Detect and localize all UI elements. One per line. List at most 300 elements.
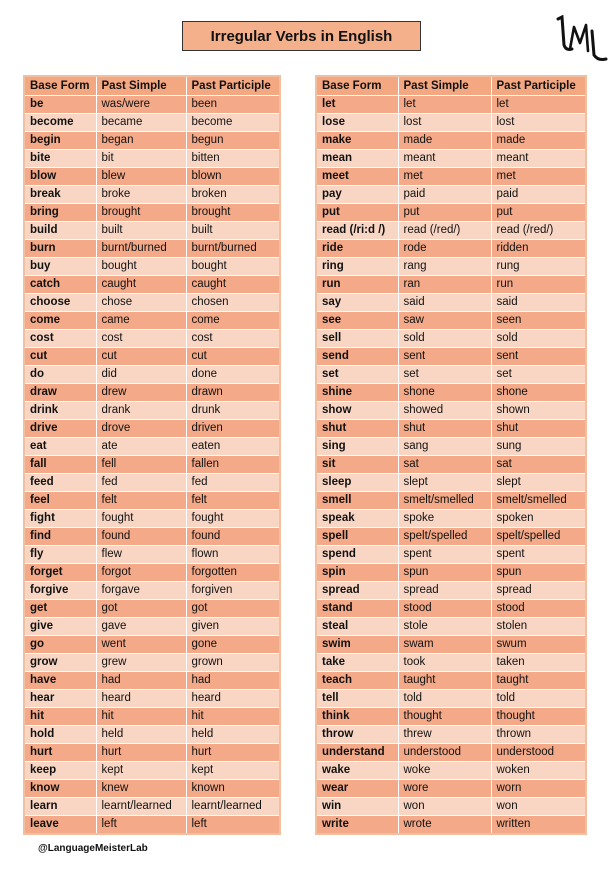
past-participle-cell: held [186, 726, 280, 744]
verbs-table-left [23, 75, 281, 835]
table-row [316, 132, 586, 150]
table-row [24, 384, 280, 402]
past-simple-cell: saw [398, 312, 491, 330]
past-simple-cell: lost [398, 114, 491, 132]
past-simple-cell: learnt/learned [96, 798, 186, 816]
past-simple-cell: kept [96, 762, 186, 780]
table-row [316, 330, 586, 348]
table-row [316, 708, 586, 726]
table-row [24, 654, 280, 672]
past-participle-cell: smelt/smelled [491, 492, 586, 510]
past-participle-cell: gone [186, 636, 280, 654]
base-form-cell: go [24, 636, 96, 654]
base-form-cell: burn [24, 240, 96, 258]
past-simple-cell: cost [96, 330, 186, 348]
base-form-cell: send [316, 348, 398, 366]
past-simple-cell: paid [398, 186, 491, 204]
table-row [316, 168, 586, 186]
past-simple-cell: spent [398, 546, 491, 564]
header-base-form: Base Form [24, 76, 96, 96]
table-row [24, 798, 280, 816]
past-participle-cell: caught [186, 276, 280, 294]
past-simple-cell: showed [398, 402, 491, 420]
past-simple-cell: wrote [398, 816, 491, 835]
table-row [24, 240, 280, 258]
table-row [316, 312, 586, 330]
past-participle-cell: spun [491, 564, 586, 582]
past-participle-cell: spread [491, 582, 586, 600]
past-participle-cell: set [491, 366, 586, 384]
past-participle-cell: hit [186, 708, 280, 726]
base-form-cell: do [24, 366, 96, 384]
table-row [24, 780, 280, 798]
base-form-cell: spread [316, 582, 398, 600]
past-simple-cell: caught [96, 276, 186, 294]
past-simple-cell: smelt/smelled [398, 492, 491, 510]
header-past-participle: Past Participle [491, 76, 586, 96]
past-simple-cell: put [398, 204, 491, 222]
table-row [316, 798, 586, 816]
table-row [24, 96, 280, 114]
past-participle-cell: spoken [491, 510, 586, 528]
base-form-cell: bite [24, 150, 96, 168]
past-simple-cell: made [398, 132, 491, 150]
past-participle-cell: drunk [186, 402, 280, 420]
header-base-form: Base Form [316, 76, 398, 96]
past-participle-cell: blown [186, 168, 280, 186]
past-participle-cell: told [491, 690, 586, 708]
base-form-cell: become [24, 114, 96, 132]
base-form-cell: mean [316, 150, 398, 168]
table-row [24, 492, 280, 510]
past-participle-cell: shone [491, 384, 586, 402]
past-participle-cell: made [491, 132, 586, 150]
base-form-cell: begin [24, 132, 96, 150]
table-row [24, 726, 280, 744]
past-participle-cell: lost [491, 114, 586, 132]
past-participle-cell: shut [491, 420, 586, 438]
past-simple-cell: did [96, 366, 186, 384]
past-simple-cell: drank [96, 402, 186, 420]
table-header-row [316, 76, 586, 96]
base-form-cell: say [316, 294, 398, 312]
table-row [24, 330, 280, 348]
table-row [24, 222, 280, 240]
base-form-cell: fall [24, 456, 96, 474]
past-participle-cell: driven [186, 420, 280, 438]
base-form-cell: get [24, 600, 96, 618]
base-form-cell: read (/ri:d /) [316, 222, 398, 240]
past-simple-cell: built [96, 222, 186, 240]
table-row [316, 564, 586, 582]
table-row [316, 204, 586, 222]
table-row [24, 402, 280, 420]
past-simple-cell: found [96, 528, 186, 546]
table-row [316, 456, 586, 474]
base-form-cell: pay [316, 186, 398, 204]
table-row [24, 546, 280, 564]
table-row [316, 672, 586, 690]
base-form-cell: draw [24, 384, 96, 402]
table-row [24, 816, 280, 835]
past-simple-cell: took [398, 654, 491, 672]
past-simple-cell: stood [398, 600, 491, 618]
past-participle-cell: won [491, 798, 586, 816]
past-simple-cell: chose [96, 294, 186, 312]
past-participle-cell: sold [491, 330, 586, 348]
past-simple-cell: burnt/burned [96, 240, 186, 258]
base-form-cell: give [24, 618, 96, 636]
past-simple-cell: understood [398, 744, 491, 762]
base-form-cell: ride [316, 240, 398, 258]
table-row [24, 564, 280, 582]
table-row [316, 150, 586, 168]
base-form-cell: understand [316, 744, 398, 762]
past-participle-cell: begun [186, 132, 280, 150]
table-row [316, 186, 586, 204]
past-participle-cell: grown [186, 654, 280, 672]
table-row [316, 294, 586, 312]
past-simple-cell: said [398, 294, 491, 312]
past-participle-cell: flown [186, 546, 280, 564]
past-simple-cell: held [96, 726, 186, 744]
past-participle-cell: forgotten [186, 564, 280, 582]
table-row [316, 654, 586, 672]
table-row [316, 762, 586, 780]
past-participle-cell: written [491, 816, 586, 835]
past-participle-cell: spelt/spelled [491, 528, 586, 546]
past-simple-cell: read (/red/) [398, 222, 491, 240]
base-form-cell: cost [24, 330, 96, 348]
table-row [24, 672, 280, 690]
past-participle-cell: rung [491, 258, 586, 276]
past-simple-cell: fought [96, 510, 186, 528]
base-form-cell: make [316, 132, 398, 150]
past-simple-cell: fed [96, 474, 186, 492]
table-row [24, 348, 280, 366]
past-simple-cell: rang [398, 258, 491, 276]
past-participle-cell: sent [491, 348, 586, 366]
past-simple-cell: gave [96, 618, 186, 636]
past-simple-cell: set [398, 366, 491, 384]
table-row [316, 582, 586, 600]
past-simple-cell: flew [96, 546, 186, 564]
past-participle-cell: known [186, 780, 280, 798]
base-form-cell: shine [316, 384, 398, 402]
base-form-cell: wear [316, 780, 398, 798]
base-form-cell: drink [24, 402, 96, 420]
past-simple-cell: swam [398, 636, 491, 654]
base-form-cell: blow [24, 168, 96, 186]
table-row [316, 222, 586, 240]
table-row [24, 258, 280, 276]
table-row [316, 600, 586, 618]
table-row [24, 708, 280, 726]
table-row [24, 618, 280, 636]
base-form-cell: win [316, 798, 398, 816]
base-form-cell: run [316, 276, 398, 294]
past-participle-cell: said [491, 294, 586, 312]
past-participle-cell: had [186, 672, 280, 690]
past-participle-cell: worn [491, 780, 586, 798]
past-simple-cell: had [96, 672, 186, 690]
base-form-cell: show [316, 402, 398, 420]
past-simple-cell: fell [96, 456, 186, 474]
table-row [316, 546, 586, 564]
past-participle-cell: sat [491, 456, 586, 474]
base-form-cell: be [24, 96, 96, 114]
table-row [24, 204, 280, 222]
past-simple-cell: got [96, 600, 186, 618]
past-participle-cell: shown [491, 402, 586, 420]
table-row [24, 474, 280, 492]
past-participle-cell: slept [491, 474, 586, 492]
base-form-cell: smell [316, 492, 398, 510]
base-form-cell: cut [24, 348, 96, 366]
base-form-cell: tell [316, 690, 398, 708]
lml-logo [552, 15, 610, 65]
past-participle-cell: thought [491, 708, 586, 726]
past-simple-cell: drove [96, 420, 186, 438]
base-form-cell: come [24, 312, 96, 330]
table-row [24, 582, 280, 600]
header-past-simple: Past Simple [398, 76, 491, 96]
past-participle-cell: seen [491, 312, 586, 330]
past-simple-cell: told [398, 690, 491, 708]
past-simple-cell: bit [96, 150, 186, 168]
base-form-cell: leave [24, 816, 96, 835]
past-simple-cell: brought [96, 204, 186, 222]
past-simple-cell: began [96, 132, 186, 150]
table-row [316, 258, 586, 276]
past-participle-cell: done [186, 366, 280, 384]
table-row [24, 420, 280, 438]
past-participle-cell: built [186, 222, 280, 240]
table-row [24, 762, 280, 780]
table-row [316, 384, 586, 402]
past-participle-cell: hurt [186, 744, 280, 762]
base-form-cell: teach [316, 672, 398, 690]
table-row [24, 294, 280, 312]
past-simple-cell: knew [96, 780, 186, 798]
base-form-cell: keep [24, 762, 96, 780]
past-simple-cell: ate [96, 438, 186, 456]
past-simple-cell: spoke [398, 510, 491, 528]
past-participle-cell: woken [491, 762, 586, 780]
base-form-cell: fight [24, 510, 96, 528]
table-row [24, 528, 280, 546]
past-participle-cell: bitten [186, 150, 280, 168]
table-row [316, 726, 586, 744]
past-simple-cell: meant [398, 150, 491, 168]
past-participle-cell: paid [491, 186, 586, 204]
past-simple-cell: was/were [96, 96, 186, 114]
past-participle-cell: fought [186, 510, 280, 528]
past-simple-cell: left [96, 816, 186, 835]
base-form-cell: hold [24, 726, 96, 744]
table-row [24, 636, 280, 654]
verbs-table-right [315, 75, 587, 835]
past-participle-cell: eaten [186, 438, 280, 456]
past-participle-cell: cost [186, 330, 280, 348]
base-form-cell: hit [24, 708, 96, 726]
past-simple-cell: let [398, 96, 491, 114]
past-participle-cell: meant [491, 150, 586, 168]
base-form-cell: hear [24, 690, 96, 708]
past-simple-cell: sent [398, 348, 491, 366]
table-row [24, 186, 280, 204]
table-row [316, 114, 586, 132]
past-simple-cell: came [96, 312, 186, 330]
past-simple-cell: hit [96, 708, 186, 726]
past-simple-cell: threw [398, 726, 491, 744]
table-row [24, 366, 280, 384]
base-form-cell: bring [24, 204, 96, 222]
base-form-cell: fly [24, 546, 96, 564]
base-form-cell: spin [316, 564, 398, 582]
base-form-cell: feed [24, 474, 96, 492]
base-form-cell: steal [316, 618, 398, 636]
table-row [24, 312, 280, 330]
base-form-cell: break [24, 186, 96, 204]
base-form-cell: spell [316, 528, 398, 546]
past-participle-cell: burnt/burned [186, 240, 280, 258]
past-simple-cell: grew [96, 654, 186, 672]
base-form-cell: swim [316, 636, 398, 654]
base-form-cell: forgive [24, 582, 96, 600]
table-row [316, 276, 586, 294]
past-simple-cell: forgot [96, 564, 186, 582]
past-simple-cell: became [96, 114, 186, 132]
past-participle-cell: thrown [491, 726, 586, 744]
past-participle-cell: fed [186, 474, 280, 492]
past-participle-cell: swum [491, 636, 586, 654]
table-row [316, 402, 586, 420]
base-form-cell: let [316, 96, 398, 114]
past-participle-cell: read (/red/) [491, 222, 586, 240]
past-simple-cell: woke [398, 762, 491, 780]
page-title: Irregular Verbs in English [182, 21, 421, 51]
past-participle-cell: taught [491, 672, 586, 690]
table-row [24, 600, 280, 618]
past-participle-cell: felt [186, 492, 280, 510]
base-form-cell: speak [316, 510, 398, 528]
base-form-cell: spend [316, 546, 398, 564]
past-participle-cell: fallen [186, 456, 280, 474]
past-simple-cell: shone [398, 384, 491, 402]
table-row [24, 114, 280, 132]
past-simple-cell: won [398, 798, 491, 816]
table-row [316, 618, 586, 636]
base-form-cell: grow [24, 654, 96, 672]
base-form-cell: choose [24, 294, 96, 312]
base-form-cell: stand [316, 600, 398, 618]
table-row [316, 744, 586, 762]
base-form-cell: ring [316, 258, 398, 276]
table-row [316, 636, 586, 654]
past-participle-cell: heard [186, 690, 280, 708]
table-row [24, 456, 280, 474]
past-simple-cell: slept [398, 474, 491, 492]
past-simple-cell: wore [398, 780, 491, 798]
table-row [316, 690, 586, 708]
past-simple-cell: sang [398, 438, 491, 456]
table-row [24, 510, 280, 528]
past-participle-cell: let [491, 96, 586, 114]
past-participle-cell: drawn [186, 384, 280, 402]
table-row [24, 168, 280, 186]
past-participle-cell: sung [491, 438, 586, 456]
table-row [316, 780, 586, 798]
base-form-cell: throw [316, 726, 398, 744]
base-form-cell: shut [316, 420, 398, 438]
base-form-cell: write [316, 816, 398, 835]
base-form-cell: drive [24, 420, 96, 438]
past-participle-cell: put [491, 204, 586, 222]
past-participle-cell: become [186, 114, 280, 132]
past-simple-cell: cut [96, 348, 186, 366]
past-simple-cell: spread [398, 582, 491, 600]
past-participle-cell: understood [491, 744, 586, 762]
past-participle-cell: broken [186, 186, 280, 204]
past-simple-cell: sold [398, 330, 491, 348]
base-form-cell: hurt [24, 744, 96, 762]
past-simple-cell: heard [96, 690, 186, 708]
base-form-cell: take [316, 654, 398, 672]
past-participle-cell: ridden [491, 240, 586, 258]
base-form-cell: see [316, 312, 398, 330]
base-form-cell: sit [316, 456, 398, 474]
past-participle-cell: stood [491, 600, 586, 618]
past-simple-cell: stole [398, 618, 491, 636]
past-simple-cell: went [96, 636, 186, 654]
table-row [316, 510, 586, 528]
past-participle-cell: spent [491, 546, 586, 564]
past-participle-cell: cut [186, 348, 280, 366]
past-participle-cell: been [186, 96, 280, 114]
table-row [24, 438, 280, 456]
past-simple-cell: felt [96, 492, 186, 510]
past-simple-cell: bought [96, 258, 186, 276]
base-form-cell: meet [316, 168, 398, 186]
base-form-cell: know [24, 780, 96, 798]
table-row [316, 816, 586, 835]
past-participle-cell: left [186, 816, 280, 835]
table-row [316, 240, 586, 258]
header-past-simple: Past Simple [96, 76, 186, 96]
base-form-cell: think [316, 708, 398, 726]
table-row [24, 150, 280, 168]
table-row [316, 366, 586, 384]
past-simple-cell: drew [96, 384, 186, 402]
table-row [316, 438, 586, 456]
past-simple-cell: spelt/spelled [398, 528, 491, 546]
table-row [24, 690, 280, 708]
base-form-cell: sell [316, 330, 398, 348]
base-form-cell: feel [24, 492, 96, 510]
past-participle-cell: kept [186, 762, 280, 780]
base-form-cell: sleep [316, 474, 398, 492]
table-row [316, 528, 586, 546]
past-simple-cell: taught [398, 672, 491, 690]
past-simple-cell: thought [398, 708, 491, 726]
past-participle-cell: stolen [491, 618, 586, 636]
past-simple-cell: spun [398, 564, 491, 582]
base-form-cell: forget [24, 564, 96, 582]
past-participle-cell: learnt/learned [186, 798, 280, 816]
table-row [316, 96, 586, 114]
past-participle-cell: chosen [186, 294, 280, 312]
